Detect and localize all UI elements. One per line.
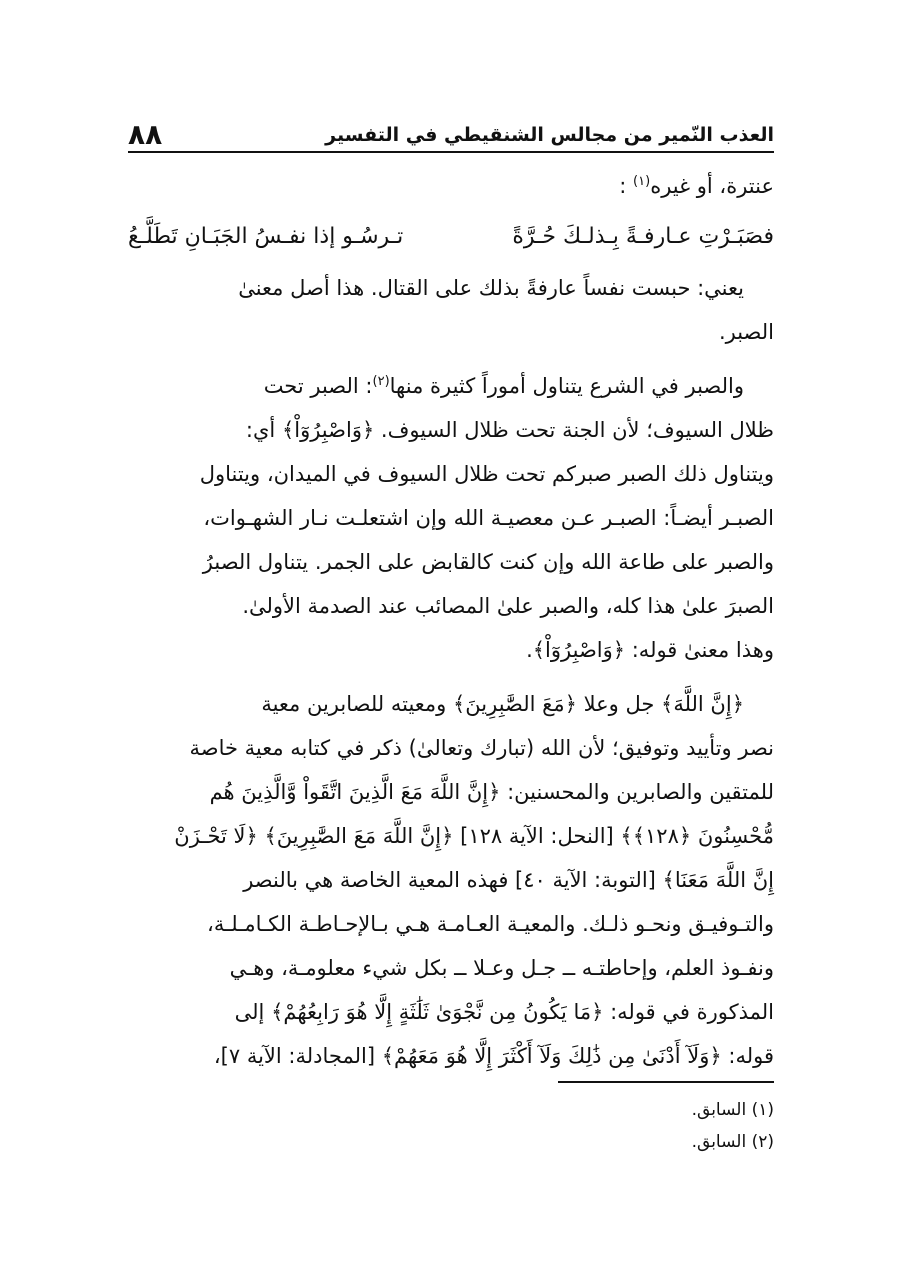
poem-verse	[128, 208, 774, 266]
running-title: العذب النّمير من مجالس الشنقيطي في التفسير	[325, 124, 774, 146]
footnote-1: (١) السابق.	[691, 1100, 774, 1120]
header-divider	[128, 151, 774, 153]
paragraph-3-line: المذكورة في قوله: ﴿مَا يَكُونُ مِن نَّجْوَىٰ ثَلَٰثَةٍ إِلَّا هُوَ رَابِعُهُمْ﴾ إلى	[234, 1000, 774, 1024]
paragraph-3-line: نصر وتأييد وتوفيق؛ لأن الله (تبارك وتعالىٰ) ذكر في كتابه معية خاصة	[189, 736, 774, 760]
page-header	[128, 112, 774, 152]
footnote-ref-2: (٢)	[372, 374, 390, 389]
footnote-divider	[558, 1081, 774, 1083]
paragraph-2-line: وهذا معنىٰ قوله: ﴿وَاصْبِرُوٓاْ﴾.	[526, 638, 774, 662]
page-body	[128, 164, 774, 1078]
poem-second-hemistich: تـرسُـو إذا نفـسُ الجَبَـانِ تَطَلَّـعُ	[128, 224, 404, 249]
poem-first-hemistich: فصَبَـرْتِ عـارفـةً بِـذلـكَ حُـرَّةً	[512, 224, 774, 249]
paragraph-3-line: إِنَّ اللَّهَ مَعَنَا﴾ [التوبة: الآية ٤٠] فهذه المعية الخاصة هي بالنصر	[243, 868, 774, 892]
footnote-2: (٢) السابق.	[691, 1132, 774, 1152]
paragraph-2-line: والصبر على طاعة الله وإن كنت كالقابض على الجمر. يتناول الصبرُ	[202, 550, 774, 574]
paragraph-2-line: الصبـر أيضـاً: الصبـر عـن معصيـة الله وإن اشتعلـت نـار الشهـوات،	[203, 506, 774, 530]
paragraph-3-line: والتـوفيـق ونحـو ذلـك. والمعيـة العـامـة هـي بـالإحـاطـة الكـامـلـة،	[207, 912, 774, 936]
paragraph-2-line: الصبرَ علىٰ هذا كله، والصبر علىٰ المصائب عند الصدمة الأولىٰ.	[242, 594, 774, 618]
paragraph-1-line: الصبر.	[718, 320, 774, 344]
footnotes	[128, 1094, 774, 1158]
paragraph-2-line: والصبر في الشرع يتناول أموراً كثيرة منها$^{(٢)}$: الصبر تحت	[263, 374, 744, 398]
intro-line: عنترة، أو غيره$^{(١)}$ :	[619, 174, 774, 198]
paragraph-3-line: ﴿إِنَّ اللَّهَ﴾ جل وعلا ﴿مَعَ الصَّٰبِرِينَ﴾ ومعيته للصابرين معية	[261, 692, 744, 716]
footnote-ref-1: (١)	[633, 174, 651, 189]
paragraph-3-line: قوله: ﴿وَلَآ أَدْنَىٰ مِن ذَٰلِكَ وَلَآ أَكْثَرَ إِلَّا هُوَ مَعَهُمْ﴾ [المجادلة: الآية ٧]،	[213, 1044, 774, 1068]
paragraph-3-line: مُّحْسِنُونَ ﴿١٢٨﴾﴾ [النحل: الآية ١٢٨] ﴿إِنَّ اللَّهَ مَعَ الصَّٰبِرِينَ﴾ ﴿لَا تَحْـزَنْ	[174, 824, 774, 848]
paragraph-3-line: ونفـوذ العلم، وإحاطتـه ــ جـل وعـلا ــ بكل شيء معلومـة، وهـي	[229, 956, 774, 980]
paragraph-gap	[128, 354, 774, 364]
paragraph-2-line: ظلال السيوف؛ لأن الجنة تحت ظلال السيوف. ﴿وَاصْبِرُوٓاْ﴾ أي:	[245, 418, 774, 442]
paragraph-1-line: يعني: حبست نفساً عارفةً بذلك على القتال. هذا أصل معنىٰ	[238, 276, 744, 300]
paragraph-2-line: ويتناول ذلك الصبر صبركم تحت ظلال السيوف في الميدان، ويتناول	[199, 462, 774, 486]
paragraph-gap	[128, 672, 774, 682]
page-number: ٨٨	[128, 118, 163, 151]
paragraph-3-line: للمتقين والصابرين والمحسنين: ﴿إِنَّ اللَّهَ مَعَ الَّذِينَ اتَّقَواْ وَّالَّذِينَ هُم	[209, 780, 774, 804]
